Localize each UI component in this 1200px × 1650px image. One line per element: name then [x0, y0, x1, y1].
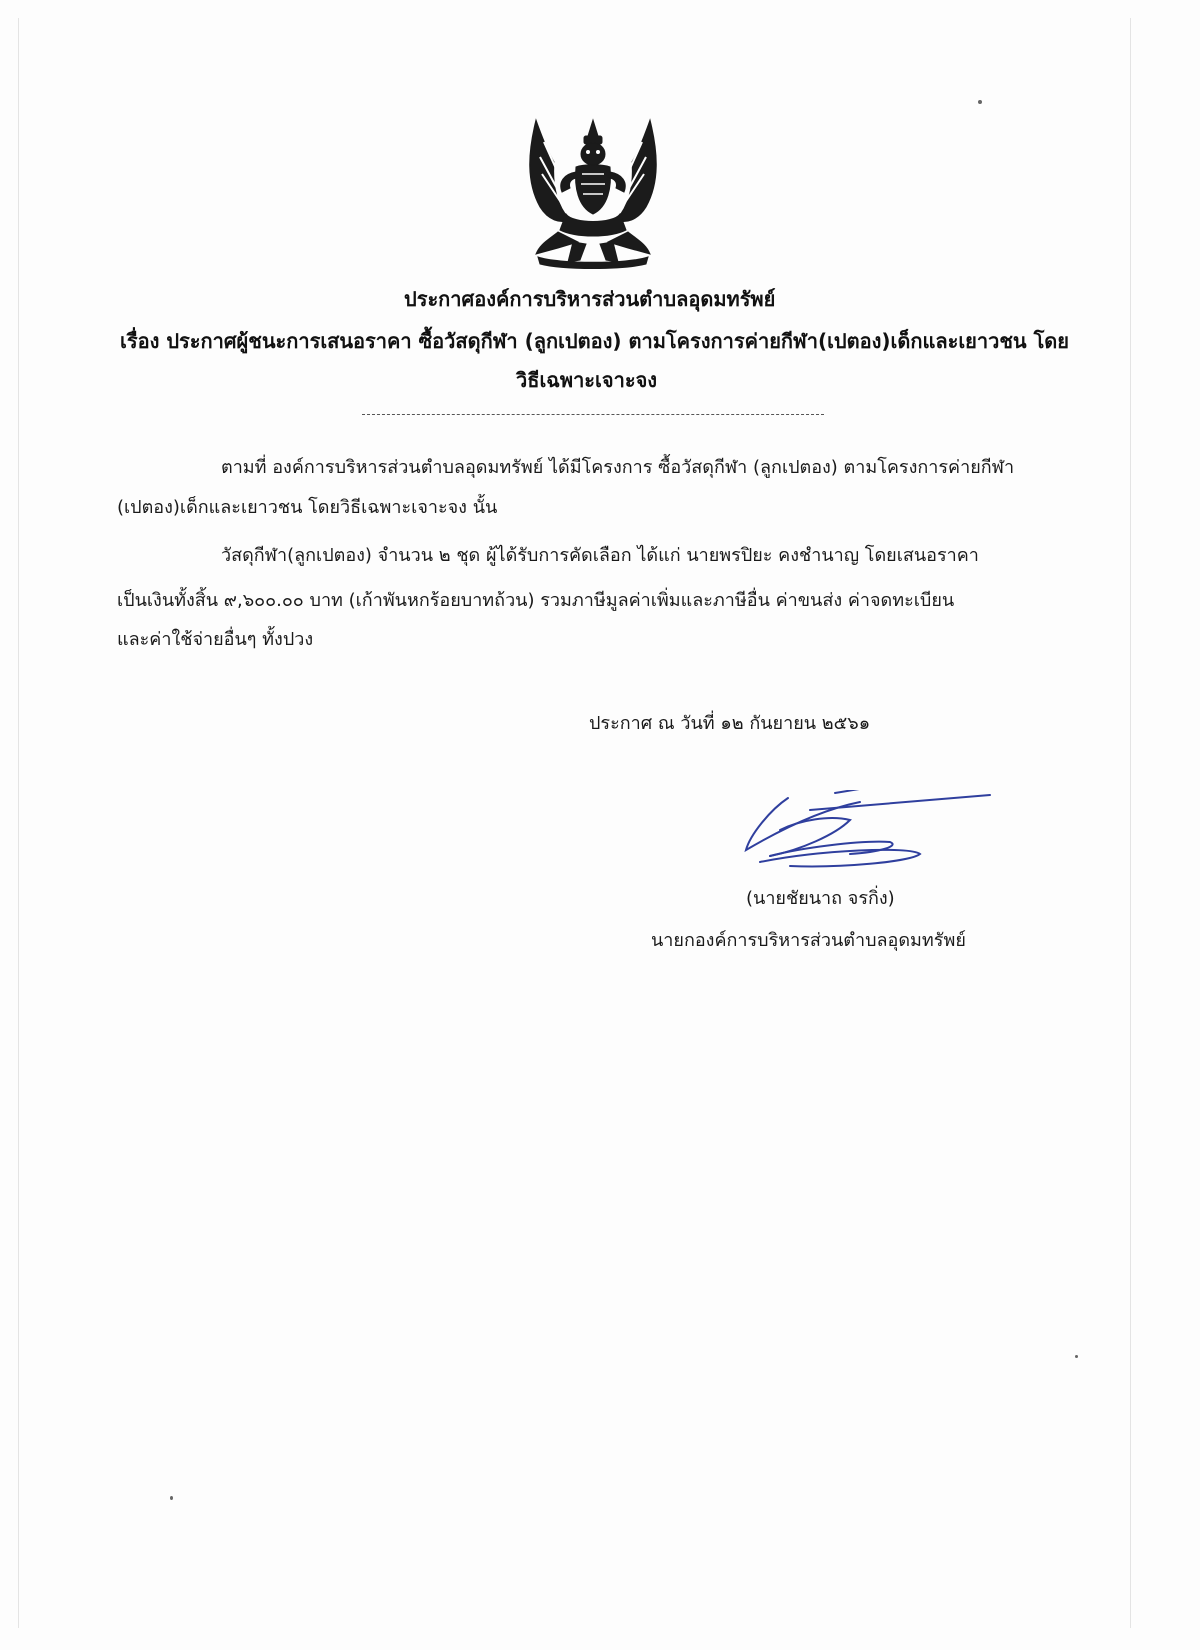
body-paragraph-2-line-2: เป็นเงินทั้งสิ้น ๙,๖๐๐.๐๐ บาท (เก้าพันหกร้อยบาทถ้วน) รวมภาษีมูลค่าเพิ่มและภาษีอื่น ค่าขนส่ง ค่าจดทะเบียน [117, 590, 955, 611]
garuda-emblem-icon [518, 112, 668, 272]
signer-position: นายกองค์การบริหารส่วนตำบลอุดมทรัพย์ [651, 930, 966, 951]
scan-speck [978, 100, 982, 104]
body-paragraph-2-line-1: วัสดุกีฬา(ลูกเปตอง) จำนวน ๒ ชุด ผู้ได้รับการคัดเลือก ได้แก่ นายพรปิยะ คงชำนาญ โดยเสนอราคา [221, 545, 979, 566]
announcement-subject-continuation: วิธีเฉพาะเจาะจง [516, 368, 658, 392]
scan-edge-left [18, 18, 19, 1628]
body-paragraph-2-line-3: และค่าใช้จ่ายอื่นๆ ทั้งปวง [117, 629, 314, 650]
scan-speck [170, 1496, 173, 1500]
scan-edge-right [1130, 18, 1131, 1628]
signer-name: (นายชัยนาถ จรกิ่ง) [746, 888, 895, 909]
announcement-title: ประกาศองค์การบริหารส่วนตำบลอุดมทรัพย์ [404, 287, 776, 311]
scan-speck [1075, 1355, 1078, 1358]
announcement-date: ประกาศ ณ วันที่ ๑๒ กันยายน ๒๕๖๑ [589, 713, 871, 734]
announcement-subject: เรื่อง ประกาศผู้ชนะการเสนอราคา ซื้อวัสดุกีฬา (ลูกเปตอง) ตามโครงการค่ายกีฬา(เปตอง)เด็กและเยาวชน โดย [120, 329, 1070, 353]
body-paragraph-1-line-1: ตามที่ องค์การบริหารส่วนตำบลอุดมทรัพย์ ได้มีโครงการ ซื้อวัสดุกีฬา (ลูกเปตอง) ตามโครงการค่ายกีฬา [221, 457, 1015, 478]
title-divider [362, 414, 824, 415]
body-paragraph-1-line-2: (เปตอง)เด็กและเยาวชน โดยวิธีเฉพาะเจาะจง นั้น [117, 497, 498, 518]
